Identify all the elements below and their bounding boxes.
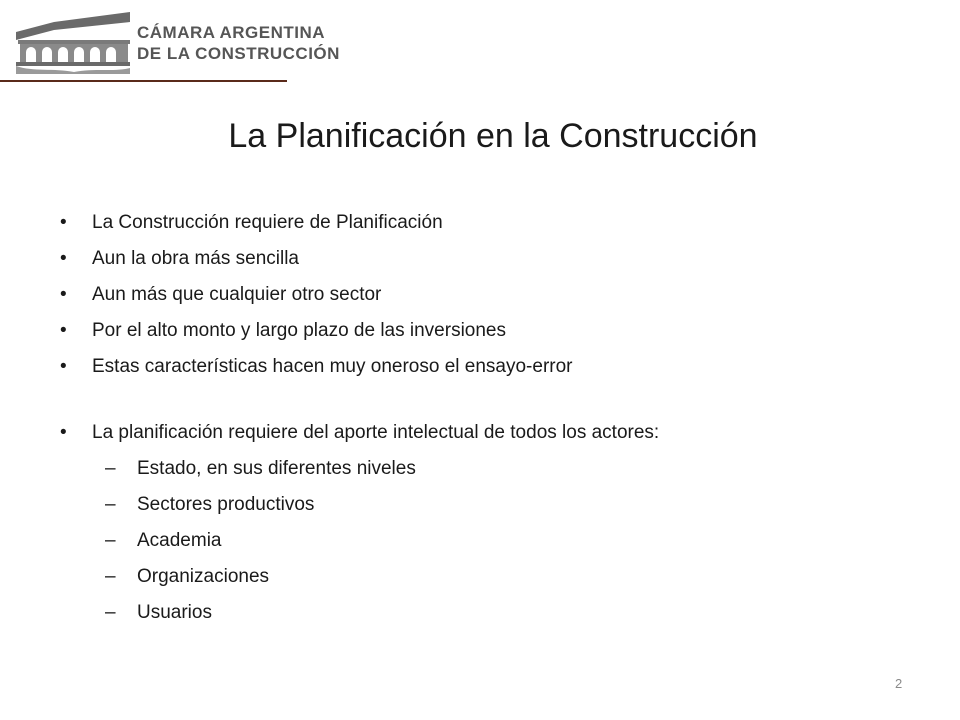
slide-body	[60, 205, 920, 631]
organization-name-line-1: CÁMARA ARGENTINA	[137, 23, 326, 42]
bullet-text: La Construcción requiere de Planificación	[92, 212, 443, 233]
sub-bullet-item	[60, 559, 920, 595]
bullet-marker: •	[60, 212, 67, 233]
sub-bullet-text: Academia	[137, 530, 222, 551]
sub-bullet-text: Estado, en sus diferentes niveles	[137, 458, 416, 479]
sub-bullet-item	[60, 595, 920, 631]
sub-bullet-marker: –	[105, 458, 116, 479]
bullet-item	[60, 277, 920, 313]
bullet-item	[60, 205, 920, 241]
bullet-marker: •	[60, 356, 67, 377]
bullet-marker: •	[60, 284, 67, 305]
sub-bullet-marker: –	[105, 566, 116, 587]
sub-bullet-text: Sectores productivos	[137, 494, 315, 515]
bullet-item	[60, 313, 920, 349]
bullet-text: Estas características hacen muy oneroso el ensayo-error	[92, 356, 573, 377]
bullet-text: Aun más que cualquier otro sector	[92, 284, 382, 305]
bullet-text: Por el alto monto y largo plazo de las inversiones	[92, 320, 507, 341]
bullet-item	[60, 415, 920, 451]
bullet-marker: •	[60, 422, 67, 443]
organization-name-line-2: DE LA CONSTRUCCIÓN	[137, 44, 340, 63]
bullet-marker: •	[60, 248, 67, 269]
sub-bullet-item	[60, 487, 920, 523]
sub-bullet-text: Usuarios	[137, 602, 212, 623]
bullet-text: Aun la obra más sencilla	[92, 248, 299, 269]
bullet-item	[60, 349, 920, 385]
bullet-text: La planificación requiere del aporte intelectual de todos los actores:	[92, 422, 660, 443]
bullet-item	[60, 241, 920, 277]
header-divider	[0, 80, 287, 82]
sub-bullet-item	[60, 523, 920, 559]
sub-bullet-marker: –	[105, 602, 116, 623]
slide-header	[0, 0, 340, 84]
organization-name	[137, 22, 340, 64]
sub-bullet-item	[60, 451, 920, 487]
slide-title: La Planificación en la Construcción	[228, 117, 758, 155]
bullet-marker: •	[60, 320, 67, 341]
sub-bullet-marker: –	[105, 530, 116, 551]
sub-bullet-marker: –	[105, 494, 116, 515]
aqueduct-logo-icon	[14, 10, 132, 74]
bullet-group-spacer	[60, 385, 920, 415]
page-number: 2	[895, 676, 903, 691]
sub-bullet-text: Organizaciones	[137, 566, 270, 587]
